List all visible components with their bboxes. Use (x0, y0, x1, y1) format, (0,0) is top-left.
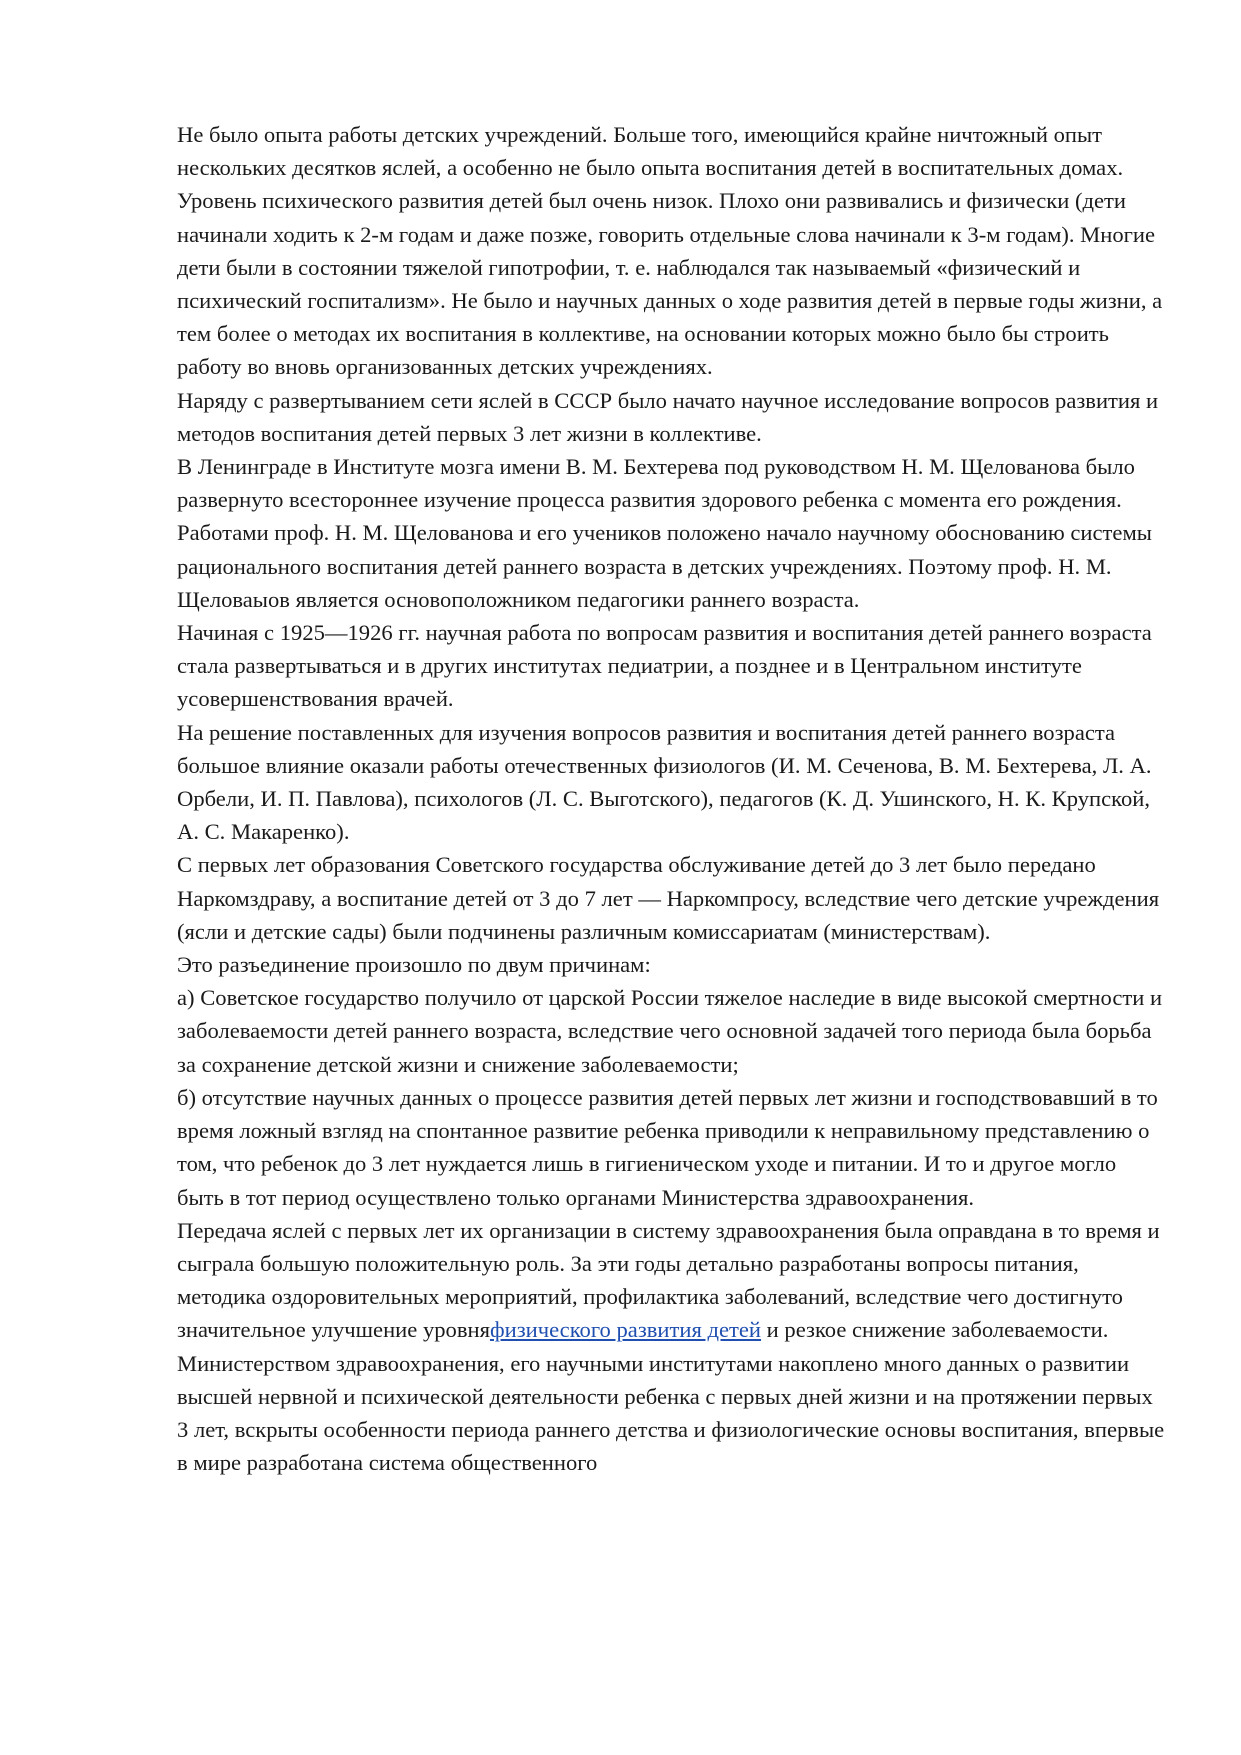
paragraph-reasons-intro: Это разъединение произошло по двум причинам: (177, 952, 651, 978)
physical-development-link[interactable]: физического развития детей (489, 1317, 762, 1343)
paragraph-transfer-after: и резкое снижение заболеваемости. (761, 1317, 1109, 1343)
paragraph-intro: Не было опыта работы детских учреждений. Больше того, имеющийся крайне ничтожный опыт нескольких десятков яслей, а особенно не было опыта воспитания детей в воспитательных домах. Уровень психического развития детей был очень низок. Плохо они развивались и физически (дети начинали ходить к 2-м годам и даже позже, говорить отдельные слова начинали к 3-м годам). Многие дети были в состоянии тяжелой гипотрофии, т. е. наблюдался так называемый «физический и психический госпитализм». Не было и научных данных о ходе развития детей в первые годы жизни, а тем более о методах их воспитания в коллективе, на основании которых можно было бы строить работу во вновь организованных детских учреждениях. (177, 122, 1163, 380)
paragraph-reason-a: а) Советское государство получило от царской России тяжелое наследие в виде высокой смертности и заболеваемости детей раннего возраста, вследствие чего основной задачей того периода была борьба за сохранение детской жизни и снижение заболеваемости; (177, 985, 1163, 1077)
document-body (177, 118, 1167, 1479)
paragraph-research-start: Наряду с развертыванием сети яслей в СССР было начато научное исследование вопросов развития и методов воспитания детей первых 3 лет жизни в коллективе. (177, 387, 1159, 446)
paragraph-reason-b: б) отсутствие научных данных о процессе развития детей первых лет жизни и господствовавший в то время ложный взгляд на спонтанное развитие ребенка приводили к неправильному представлению о том, что ребенок до 3 лет нуждается лишь в гигиеническом уходе и питании. И то и другое могло быть в тот период осуществлено только органами Министерства здравоохранения. (177, 1084, 1158, 1210)
paragraph-transfer-before: Передача яслей с первых лет их организации в систему здравоохранения была оправдана в то время и сыграла большую положительную роль. За эти годы детально разработаны вопросы питания, методика оздоровительных мероприятий, профилактика заболеваний, вследствие чего достигнуто значительное улучшение уровня (177, 1217, 1160, 1343)
paragraph-separation: С первых лет образования Советского государства обслуживание детей до 3 лет было передано Наркомздраву, а воспитание детей от 3 до 7 лет — Наркомпросу, вследствие чего детские учреждения (ясли и детские сады) были подчинены различным комиссариатам (министерствам). (177, 852, 1160, 944)
paragraph-ministry: Министерством здравоохранения, его научными институтами накоплено много данных о развитии высшей нервной и психической деятельности ребенка с первых дней жизни и на протяжении первых 3 лет, вскрыты особенности периода раннего детства и физиологические основы воспитания, впервые в мире разработана система общественного (177, 1350, 1165, 1476)
paragraph-transfer (177, 1214, 1167, 1347)
paragraph-leningrad: В Ленинграде в Институте мозга имени В. М. Бехтерева под руководством Н. М. Щелованова было развернуто всестороннее изучение процесса развития здорового ребенка с момента его рождения. Работами проф. Н. М. Щелованова и его учеников положено начало научному обоснованию системы рационального воспитания детей раннего возраста в детских учреждениях. Поэтому проф. Н. М. Щеловаыов является основоположником педагогики раннего возраста. (177, 454, 1152, 612)
paragraph-influence: На решение поставленных для изучения вопросов развития и воспитания детей раннего возраста большое влияние оказали работы отечественных физиологов (И. М. Сеченова, В. М. Бехтерева, Л. А. Орбели, И. П. Павлова), психологов (Л. С. Выготского), педагогов (К. Д. Ушинского, Н. К. Крупской, А. С. Макаренко). (177, 719, 1152, 845)
paragraph-1925: Начиная с 1925—1926 гг. научная работа по вопросам развития и воспитания детей раннего возраста стала развертываться и в других институтах педиатрии, а позднее и в Центральном институте усовершенствования врачей. (177, 620, 1152, 712)
